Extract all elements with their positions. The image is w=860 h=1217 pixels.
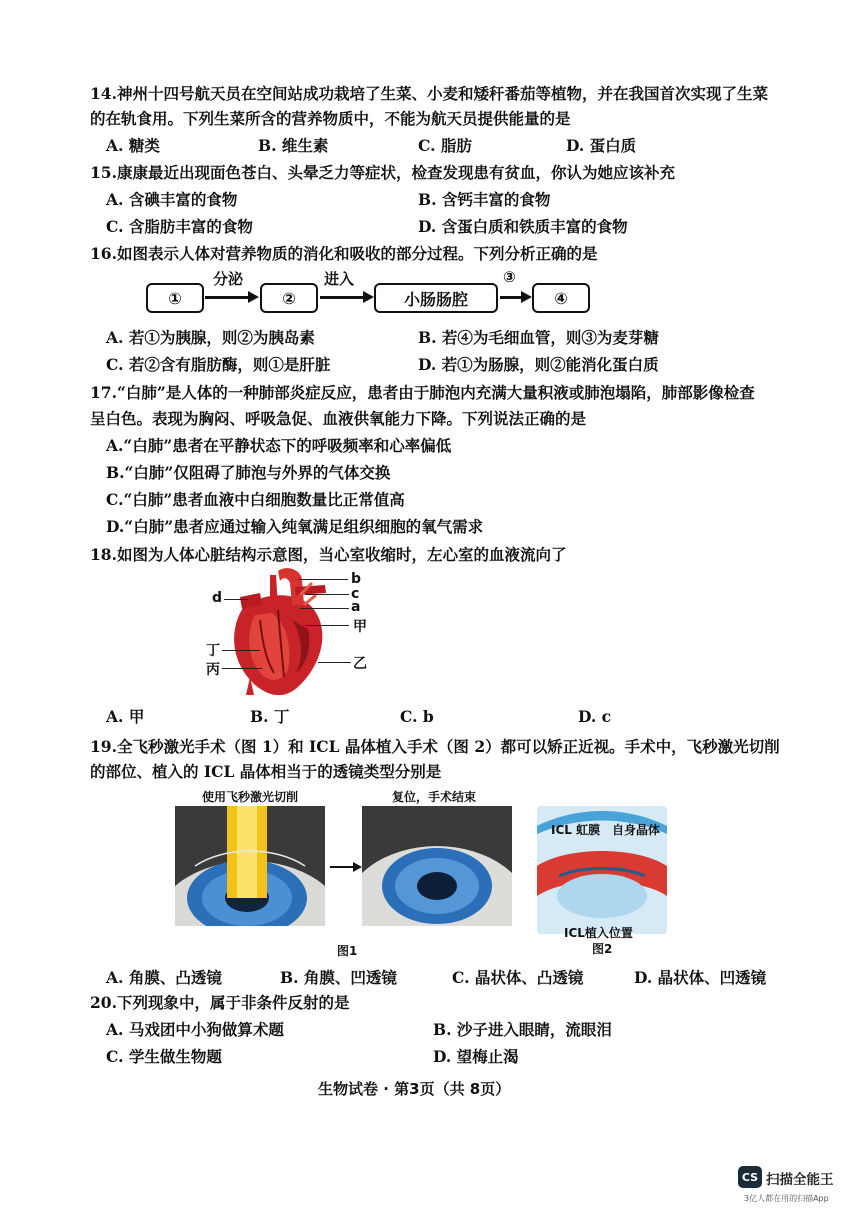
heart-leader-c <box>305 594 349 595</box>
flow-box-1: ① <box>146 283 204 313</box>
flow-box-3: 小肠肠腔 <box>374 283 498 313</box>
fig2-label-position: ICL植入位置 <box>564 926 633 940</box>
fig1-laser-panel <box>175 806 325 926</box>
heart-leader-ding <box>222 650 260 651</box>
q16-option-a: A. 若①为胰腺，则②为胰岛素 <box>106 328 315 347</box>
fig1-label: 图1 <box>337 944 358 958</box>
fig1-caption-left: 使用飞秒激光切削 <box>202 790 299 804</box>
q16-option-d: D. 若①为肠腺，则②能消化蛋白质 <box>418 355 659 374</box>
flow-arrow-1 <box>205 296 249 299</box>
heart-leader-jia <box>305 625 349 626</box>
q16-stem: 16.如图表示人体对营养物质的消化和吸收的部分过程。下列分析正确的是 <box>90 244 598 263</box>
q14-option-b: B. 维生素 <box>258 136 329 155</box>
cs-logo: CS <box>738 1166 762 1188</box>
q18-option-b: B. 丁 <box>250 707 290 726</box>
q17-stem-line2: 呈白色。表现为胸闷、呼吸急促、血液供氧能力下降。下列说法正确的是 <box>90 409 587 428</box>
q16-option-b: B. 若④为毛细血管，则③为麦芽糖 <box>418 328 659 347</box>
laser-eye-image <box>175 806 325 926</box>
heart-label-d: d <box>212 590 223 606</box>
q15-option-b: B. 含钙丰富的食物 <box>418 190 551 209</box>
flow-box-4: ④ <box>532 283 590 313</box>
q19-option-d: D. 晶状体、凹透镜 <box>634 968 767 987</box>
q14-option-c: C. 脂肪 <box>418 136 472 155</box>
q20-option-d: D. 望梅止渴 <box>433 1047 519 1066</box>
heart-label-c: c <box>351 586 360 602</box>
heart-leader-b <box>298 579 348 580</box>
flow-arrow-2 <box>320 296 364 299</box>
heart-leader-yi <box>318 662 351 663</box>
q18-option-a: A. 甲 <box>106 707 145 726</box>
fig1-restored-panel <box>362 806 512 926</box>
fig1-arrow <box>330 866 354 868</box>
q19-stem-line2: 的部位、植入的 ICL 晶体相当于的透镜类型分别是 <box>90 762 442 781</box>
scanner-watermark <box>738 1166 853 1208</box>
fig2-label-icl: ICL 虹膜 <box>551 823 601 837</box>
q14-stem-line2: 的在轨食用。下列生菜所含的营养物质中，不能为航天员提供能量的是 <box>90 109 571 128</box>
q16-option-c: C. 若②含有脂肪酶，则①是肝脏 <box>106 355 331 374</box>
flow-arrow-label-3: ③ <box>503 268 516 286</box>
q17-option-a: A.“白肺”患者在平静状态下的呼吸频率和心率偏低 <box>106 436 452 455</box>
q18-option-d: D. c <box>578 707 612 726</box>
flow-box-2: ② <box>260 283 318 313</box>
heart-label-jia: 甲 <box>353 619 367 635</box>
q19-stem-line1: 19.全飞秒激光手术（图 1）和 ICL 晶体植入手术（图 2）都可以矫正近视。手术中，飞秒激光切削 <box>90 737 780 756</box>
q20-option-c: C. 学生做生物题 <box>106 1047 222 1066</box>
q17-option-d: D.“白肺”患者应通过输入纯氧满足组织细胞的氧气需求 <box>106 517 484 536</box>
heart-leader-a <box>300 608 349 609</box>
heart-label-a: a <box>351 599 361 615</box>
q17-option-c: C.“白肺”患者血液中白细胞数量比正常值高 <box>106 490 405 509</box>
restored-eye-image <box>362 806 512 926</box>
heart-label-b: b <box>351 571 362 587</box>
fig2-label: 图2 <box>592 942 613 956</box>
heart-label-yi: 乙 <box>353 656 367 672</box>
heart-leader-bing <box>222 668 262 669</box>
fig2-label-lens: 自身晶体 <box>612 823 661 837</box>
heart-label-bing: 丙 <box>206 662 220 678</box>
q14-option-d: D. 蛋白质 <box>566 136 637 155</box>
q14-stem-line1: 14.神州十四号航天员在空间站成功栽培了生菜、小麦和矮秆番茄等植物，并在我国首次实现了生菜 <box>90 84 768 103</box>
flow-arrow-label-2: 进入 <box>324 270 355 288</box>
q18-option-c: C. b <box>400 707 434 726</box>
q17-stem-line1: 17.“白肺”是人体的一种肺部炎症反应，患者由于肺泡内充满大量积液或肺泡塌陷，肺部影像检查 <box>90 383 755 402</box>
page-footer: 生物试卷 · 第3页（共 8页） <box>318 1080 511 1098</box>
q17-option-b: B.“白肺”仅阻碍了肺泡与外界的气体交换 <box>106 463 391 482</box>
q15-option-a: A. 含碘丰富的食物 <box>106 190 238 209</box>
heart-label-ding: 丁 <box>206 643 220 659</box>
q15-option-c: C. 含脂肪丰富的食物 <box>106 217 253 236</box>
q19-option-b: B. 角膜、凹透镜 <box>280 968 397 987</box>
watermark-tagline: 3亿人都在用的扫描App <box>744 1194 829 1203</box>
q14-option-a: A. 糖类 <box>106 136 160 155</box>
heart-leader-d <box>224 599 248 600</box>
q19-option-a: A. 角膜、凸透镜 <box>106 968 222 987</box>
q20-option-a: A. 马戏团中小狗做算术题 <box>106 1020 284 1039</box>
q15-option-d: D. 含蛋白质和铁质丰富的食物 <box>418 217 628 236</box>
fig1-caption-right: 复位，手术结束 <box>392 790 477 804</box>
q20-option-b: B. 沙子进入眼睛，流眼泪 <box>433 1020 612 1039</box>
q20-stem: 20.下列现象中，属于非条件反射的是 <box>90 993 350 1012</box>
watermark-name: 扫描全能王 <box>766 1172 834 1188</box>
flow-arrow-3 <box>500 296 522 299</box>
q15-stem: 15.康康最近出现面色苍白、头晕乏力等症状，检查发现患有贫血，你认为她应该补充 <box>90 163 675 182</box>
q19-option-c: C. 晶状体、凸透镜 <box>452 968 584 987</box>
q18-stem: 18.如图为人体心脏结构示意图，当心室收缩时，左心室的血液流向了 <box>90 545 567 564</box>
flow-arrow-label-1: 分泌 <box>213 270 244 288</box>
